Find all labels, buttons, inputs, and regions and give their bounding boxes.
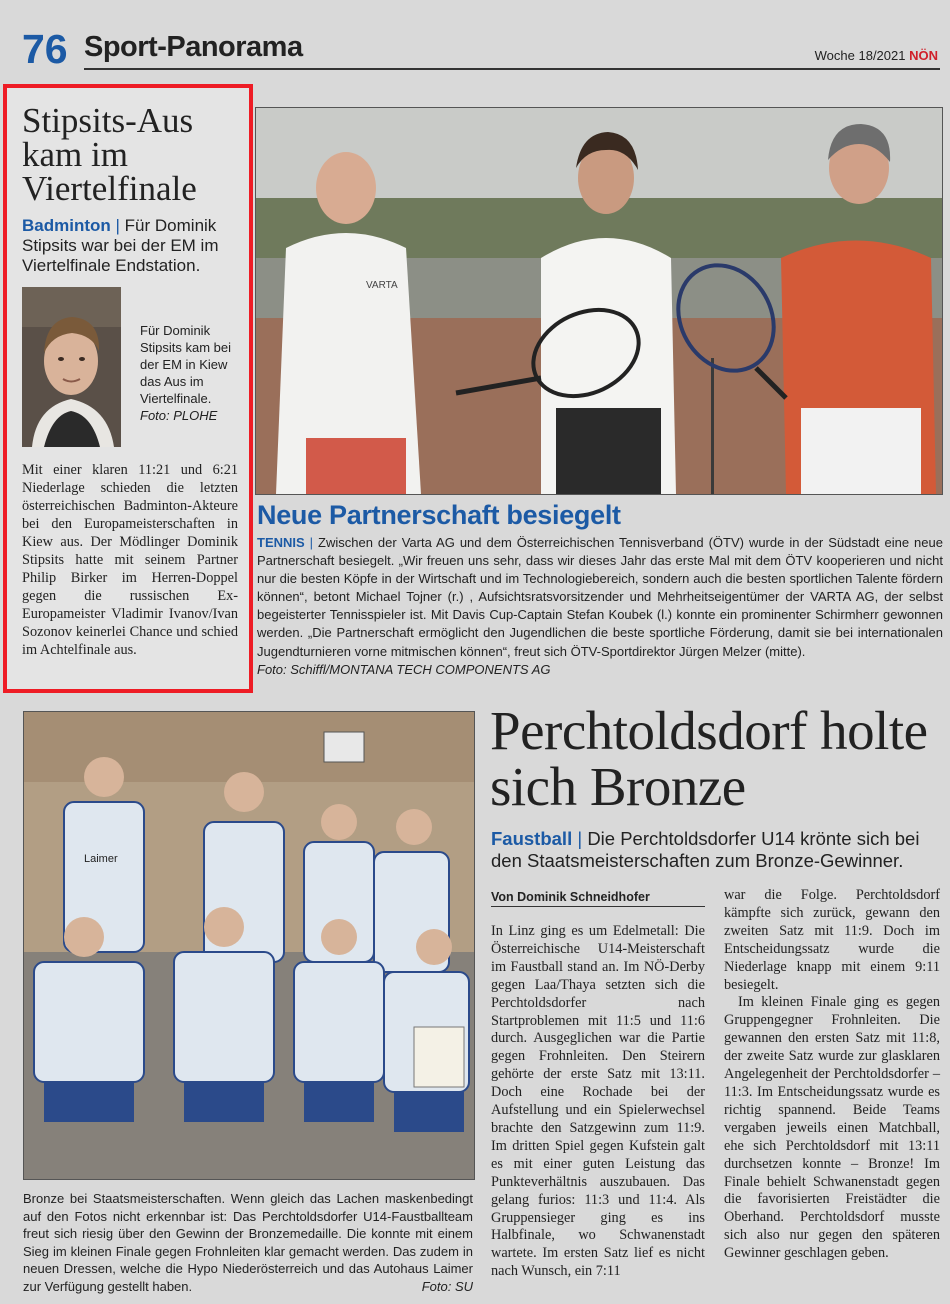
badminton-body: Mit einer klaren 11:21 und 6:21 Niederlage schieden die letzten österreichischen Badminton-Akteure bei den Europameisterschaften in Kiew aus. Der Mödlinger Dominik Stipsits hatte mit seinem Partner Philip Birker im Herren-Doppel gegen die russischen Ex-Europameister Vladimir Ivanov/Ivan Sozonov keinerlei Chance und schied im Achtelfinale aus. xyxy=(22,462,238,658)
team-photo-caption xyxy=(23,1190,473,1296)
byline-rule xyxy=(491,906,705,907)
team-photo-illustration xyxy=(24,712,474,1179)
team-photo xyxy=(23,711,475,1180)
header-rule xyxy=(84,68,940,70)
tennis-body xyxy=(257,534,943,679)
tennis-photo-credit: Foto: Schiffl/MONTANA TECH COMPONENTS AG xyxy=(257,661,551,677)
faustball-column-2-para-1: war die Folge. Perchtoldsdorf kämpfte sich zurück, gewann den zweiten Satz mit 11:9. Doch im Entscheidungssatz wurde die Niederlage knapp mit einem 9:11 besiegelt. xyxy=(724,887,940,993)
kicker-separator: | xyxy=(577,828,583,849)
portrait-photo xyxy=(22,287,121,447)
section-title: Sport-Panorama xyxy=(84,31,303,63)
tennis-photo-illustration xyxy=(256,108,942,494)
faustball-deck xyxy=(491,828,941,872)
faustball-kicker: Faustball xyxy=(491,828,573,849)
tennis-kicker: TENNIS xyxy=(257,535,305,550)
issue-info xyxy=(815,48,938,63)
portrait-illustration xyxy=(22,287,121,447)
tennis-photo xyxy=(255,107,943,495)
shirt-print: VARTA xyxy=(366,280,398,291)
tennis-body-text: Zwischen der Varta AG und dem Österreichischen Tennisverband (ÖTV) wurde in der Südstadt eine neue Partnerschaft besiegelt. „Wir freuen uns sehr, dass wir dieses Jahr das erste Mal mit dem ÖTV kooperieren und nicht nur die besten Köpfe in der Wirtschaft und im Technologiebereich, sondern auch die besten sportlichen Talente fördern können“, betont Michael Tojner (r.) , Aufsichtsratsvorsitzender und Mehrheitseigentümer der VARTA AG, der selbst begeisterter Tennisspieler ist. Mit Davis Cup-Captain Stefan Koubek (l.) konnte ein prominenter Schirmherr gewonnen werden. „Die Partnerschaft ermöglicht den Jugendlichen die beste sportliche Förderung, damit sie bei internationalen Jugendturnieren vorne mitmischen können“, freut sich ÖTV-Sportdirektor Jürgen Melzer (mitte). xyxy=(257,535,943,659)
portrait-caption xyxy=(140,322,240,424)
team-caption-text: Bronze bei Staatsmeisterschaften. Wenn gleich das Lachen maskenbedingt auf den Fotos nicht erkennbar ist: Das Perchtoldsdorfer U14-Faustballteam freut sich riesig über den Gewinn der Bronzemedaille. Die konnte mit einem Sieg im kleinen Finale gegen Frohnleiten klar gemacht werden. Das zudem in neuen Dressen, welche die Hypo Niederösterreich und das Autohaus Laimer zur Verfügung gestellt haben. xyxy=(23,1191,473,1294)
badminton-headline: Stipsits-Aus kam im Viertelfinale xyxy=(22,101,197,208)
faustball-column-2 xyxy=(724,887,940,1263)
page-number: 76 xyxy=(22,26,68,72)
kicker-separator: | xyxy=(115,216,120,235)
team-photo-credit: Foto: SU xyxy=(421,1278,473,1294)
jersey-print: Laimer xyxy=(84,853,118,865)
faustball-column-2-para-2: Im kleinen Finale ging es gegen Gruppengegner Frohnleiten. Die gewannen den ersten Satz mit 11:8, der zweite Satz wurde zur glasklaren Angelegenheit der Perchtoldsdorfer – 11:3. Im Entscheidungssatz wurde es richtig spannend. Beide Teams vergaben jeweils einen Matchball, ehe sich Perchtoldsdorf mit 13:11 durchsetzen konnte – Bronze! Im Finale behielt Schwanenstadt gegen die favorisierten Freistädter die Oberhand. Perchtoldsdorf musste sich also nur gegen den späteren Gewinner geschlagen geben. xyxy=(724,994,940,1262)
faustball-column-1: In Linz ging es um Edelmetall: Die Österreichische U14-Meisterschaft im Faustball stand an. Im NÖ-Derby gegen Laa/Thaya setzten sich die Perchtoldsdorfer nach Startproblemen mit 11:5 und 11:6 durch. Ausgeglichen war die Partie gegen Frohnleiten. Den Steirern gehörte der erste Satz mit 13:11. Doch eine Rochade bei der Aufstellung und ein Spielerwechsel brachte den Satzgewinn zum 11:9. Im dritten Spiel gegen Kufstein galt es mit einer guten Leistung das Punkteverhältnis auszubauen. Das gelang furios: 11:3 und 11:4. Als Gruppensieger ging es ins Halbfinale, wo Schwanenstadt wartete. Im ersten Satz lief es nicht nach Wunsch, ein 7:11 xyxy=(491,923,705,1280)
brand-logo: NÖN xyxy=(909,48,938,63)
badminton-kicker: Badminton xyxy=(22,216,111,235)
badminton-deck-text: Für Dominik Stipsits war bei der EM im Viertelfinale Endstation. xyxy=(22,216,219,275)
tennis-headline: Neue Partnerschaft besiegelt xyxy=(257,500,621,530)
kicker-separator: | xyxy=(309,535,314,550)
badminton-deck xyxy=(22,216,242,276)
week-label: Woche 18/2021 xyxy=(814,48,906,63)
portrait-credit: Foto: PLOHE xyxy=(140,408,218,423)
byline: Von Dominik Schneidhofer xyxy=(491,890,650,904)
faustball-deck-text: Die Perchtoldsdorfer U14 krönte sich bei den Staatsmeisterschaften zum Bronze-Gewinner. xyxy=(491,828,920,871)
portrait-caption-text: Für Dominik Stipsits kam bei der EM in Kiew das Aus im Viertelfinale. xyxy=(140,323,232,406)
faustball-headline: Perchtoldsdorf holte sich Bronze xyxy=(490,700,928,817)
